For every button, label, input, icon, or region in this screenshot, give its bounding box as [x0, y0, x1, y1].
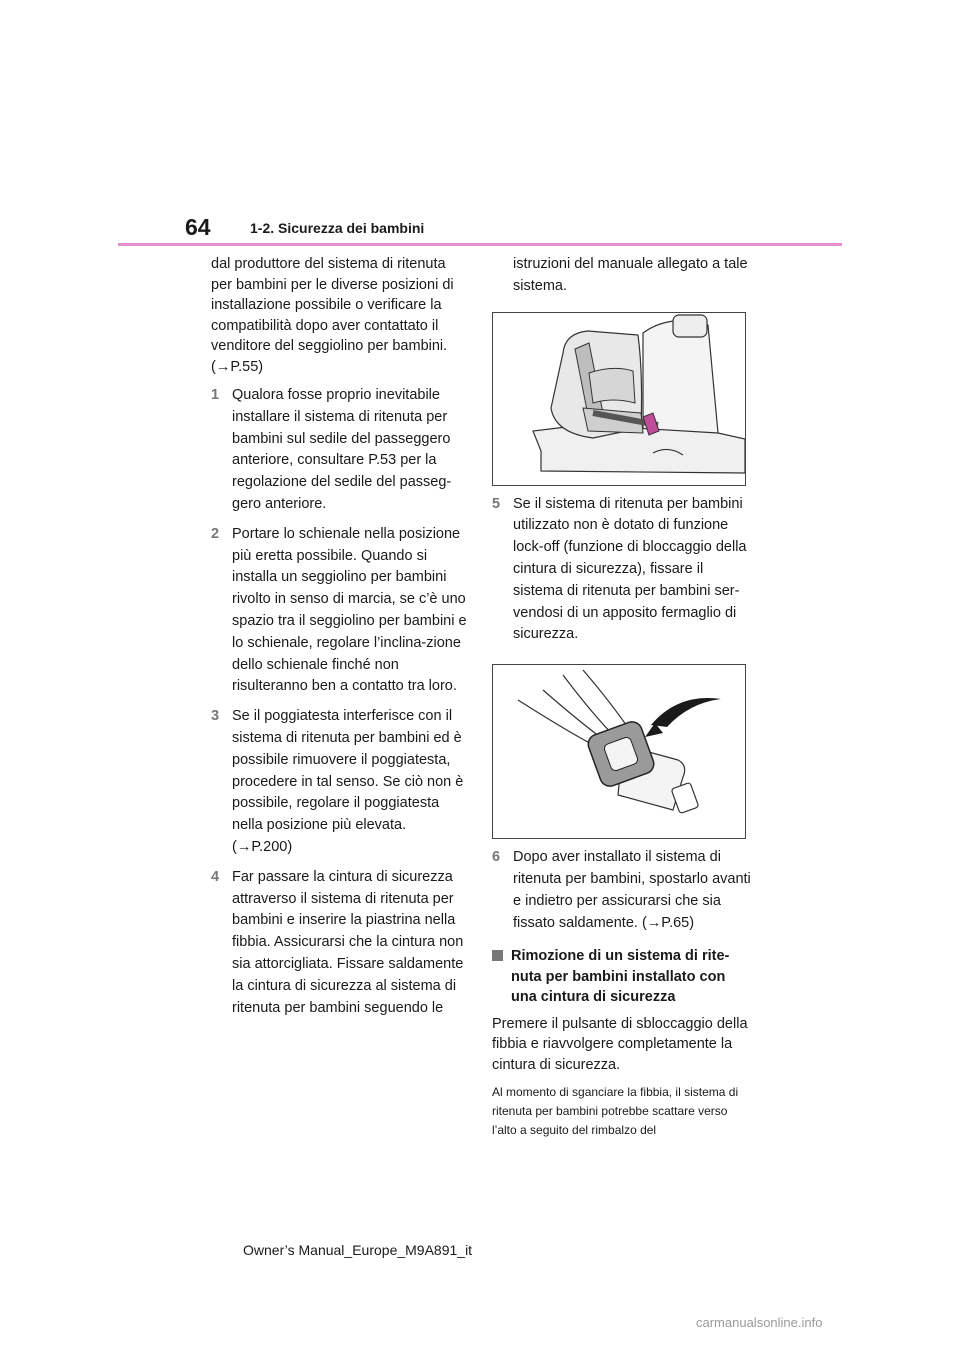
step-3 — [211, 706, 467, 859]
child-seat-illustration — [492, 312, 746, 486]
step-text: Far passare la cintura di sicurezza attraverso il sistema di ritenuta per bambini e inserire la piastrina nella fibbia. Assicurarsi che la cintura non sia attorcigliata. Fissare saldamente la cintura di sicurezza al sistema di ritenuta per bambini seguendo le — [232, 868, 464, 1016]
step-5 — [492, 494, 752, 647]
step-text: Qualora fosse proprio inevitabile installare il sistema di ritenuta per bambini sul sedile del passeggero anteriore, consultare P.53 per la regolazione del sedile del passeg-gero anteriore. — [232, 387, 452, 512]
step-4 — [211, 867, 467, 1020]
intro-paragraph: dal produttore del sistema di ritenuta per bambini per le diverse posizioni di installazione possibile o verificare la compatibilità dopo aver contattato il venditore del seggiolino per bambini. (→P.55) — [211, 256, 454, 375]
step-number: 4 — [211, 868, 220, 885]
header-divider — [118, 243, 842, 246]
step-text: Se il sistema di ritenuta per bambini utilizzato non è dotato di funzione lock-off (funzione di bloccaggio della cintura di sicurezza), fissare il sistema di ritenuta per bambini ser-vendosi di un apposito fermaglio di sicurezza. — [513, 495, 747, 643]
footer-text: Owner’s Manual_Europe_M9A891_it — [243, 1242, 473, 1258]
step-text: Se il poggiatesta interferisce con il sistema di ritenuta per bambini ed è possibile rimuovere il poggiatesta, procedere in tal senso. Se ciò non è possibile, regolare il poggiatesta nella posizione più elevata. (→P.200) — [232, 708, 464, 855]
step-number: 3 — [211, 708, 220, 725]
left-column — [211, 254, 467, 1019]
subheading-text: Rimozione di un sistema di rite-nuta per bambini installato con una cintura di sicurezza — [511, 948, 730, 1006]
removal-subheading — [492, 946, 752, 1008]
removal-paragraph: Premere il pulsante di sbloccaggio della fibbia e riavvolgere completamente la cintura di sicurezza. — [492, 1015, 748, 1073]
step-number: 1 — [211, 387, 220, 403]
locking-clip-illustration — [492, 664, 746, 839]
locking-clip-drawing — [493, 665, 745, 838]
right-column — [492, 254, 752, 1140]
removal-note: Al momento di sganciare la fibbia, il sistema di ritenuta per bambini potrebbe scattare verso l’alto a seguito del rimbalzo del — [492, 1085, 739, 1138]
child-seat-drawing — [493, 313, 745, 485]
watermark: carmanualsonline.info — [696, 1315, 823, 1330]
step-6 — [492, 847, 752, 934]
step-4-continuation: istruzioni del manuale allegato a tale sistema. — [513, 256, 748, 294]
step-text: Portare lo schienale nella posizione più eretta possibile. Quando si installa un seggiolino per bambini rivolto in senso di marcia, se c’è uno spazio tra il seggiolino per bambini e lo schienale, regolare l’inclina-zione dello schienale finché non risulteranno ben a contatto tra loro. — [232, 525, 467, 695]
step-number: 2 — [211, 525, 220, 542]
section-title: 1-2. Sicurezza dei bambini — [250, 220, 425, 236]
step-2 — [211, 524, 467, 698]
step-number: 5 — [492, 495, 501, 512]
step-text: Dopo aver installato il sistema di ritenuta per bambini, spostarlo avanti e indietro per assicurarsi che sia fissato saldamente. (→P.65) — [513, 849, 751, 931]
square-bullet-icon — [492, 950, 503, 961]
step-number: 6 — [492, 849, 501, 866]
page-number: 64 — [185, 214, 211, 240]
step-1 — [211, 385, 467, 516]
